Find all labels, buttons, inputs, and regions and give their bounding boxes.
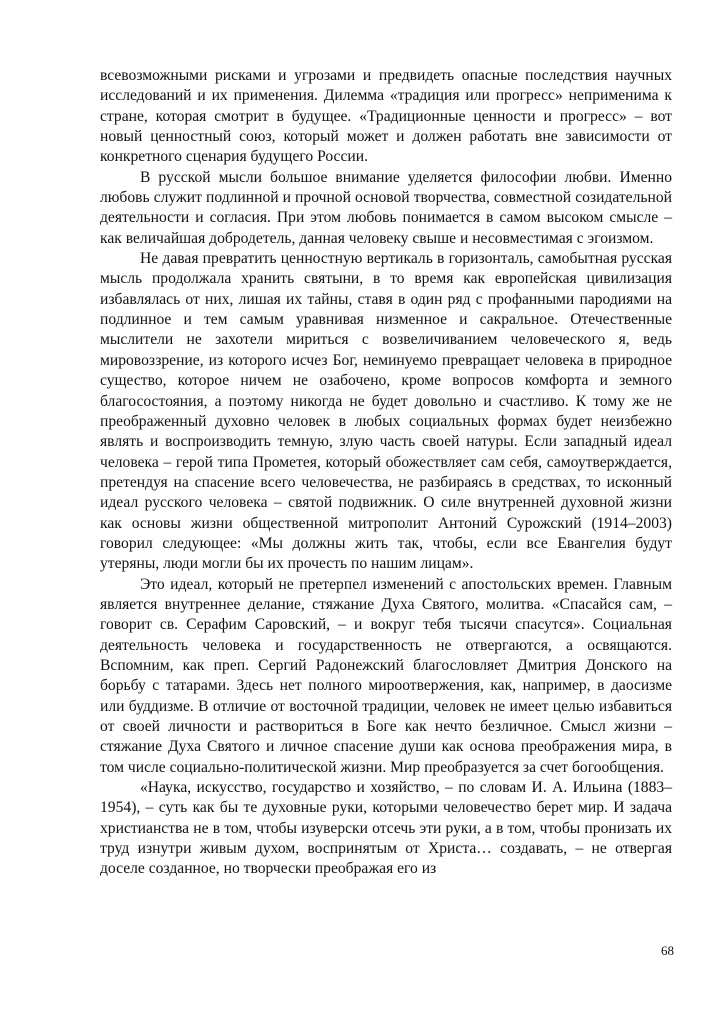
- paragraph-5: «Наука, искусство, государство и хозяйство, – по словам И. А. Ильина (1883–1954), – суть как бы те духовные руки, которыми человечество берет мир. И задача христианства не в том, чтобы изуверски отсечь эти руки, а в том, чтобы пронизать их труд изнутри живым духом, воспринятым от Христа… создавать, – не отвергая доселе созданное, но творчески преображая его из: [100, 779, 672, 878]
- paragraph-3: Не давая превратить ценностную вертикаль в горизонталь, самобытная русская мысль продолжала хранить святыни, в то время как европейская цивилизация избавлялась от них, лишая их тайны, ставя в один ряд с профанными пародиями на подлинное и тем самым уравнивая низменное и сакральное. Отечественные мыслители не захотели мириться с возвеличиванием человеческого я, ведь мировоззрение, из которого исчез Бог, неминуемо превращает человека в природное существо, которое ничем не озабочено, кроме вопросов комфорта и земного благосостояния, а поэтому никогда не будет довольно и счастливо. К тому же не преображенный духовно человек в любых социальных формах будет неизбежно являть и воспроизводить темную, злую часть своей натуры. Если западный идеал человека – герой типа Прометея, который обожествляет сам себя, самоутверждается, претендуя на спасение всего человечества, не разбираясь в средствах, то исконный идеал русского человека – святой подвижник. О силе внутренней духовной жизни как основы жизни общественной митрополит Антоний Сурожский (1914–2003) говорил следующее: «Мы должны жить так, чтобы, если все Евангелия будут утеряны, люди могли бы их прочесть по нашим лицам».: [100, 250, 672, 573]
- body-text: [100, 66, 672, 880]
- paragraph-1: всевозможными рисками и угрозами и предвидеть опасные последствия научных исследований и их применения. Дилемма «традиция или прогресс» неприменима к стране, которая смотрит в будущее. «Традиционные ценности и прогресс» – вот новый ценностный союз, который может и должен работать вне зависимости от конкретного сценария будущего России.: [100, 67, 672, 166]
- paragraph-4: Это идеал, который не претерпел изменений с апостольских времен. Главным является внутреннее делание, стяжание Духа Святого, молитва. «Спасайся сам, – говорит св. Серафим Саровский, – и вокруг тебя тысячи спасутся». Социальная деятельность человека и государственность не отвергаются, а освящаются. Вспомним, как преп. Сергий Радонежский благословляет Дмитрия Донского на борьбу с татарами. Здесь нет полного мироотвержения, как, например, в даосизме или буддизме. В отличие от восточной традиции, человек не имеет целью избавиться от своей личности и раствориться в Боге как нечто безличное. Смысл жизни – стяжание Духа Святого и личное спасение души как основа преображения мира, в том числе социально-политической жизни. Мир преобразуется за счет богообщения.: [100, 575, 672, 776]
- page-number: 68: [661, 943, 674, 958]
- paragraph-2: В русской мысли большое внимание уделяется философии любви. Именно любовь служит подлинной и прочной основой творчества, совместной созидательной деятельности и согласия. При этом любовь понимается в самом высоком смысле – как величайшая добродетель, данная человеку свыше и несовместимая с эгоизмом.: [100, 168, 672, 247]
